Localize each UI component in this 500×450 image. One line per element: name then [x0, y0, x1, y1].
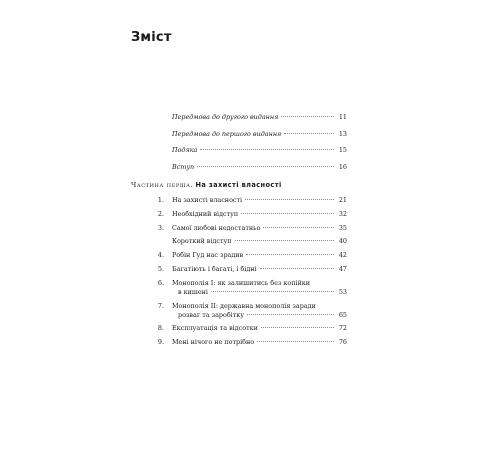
dot-leader — [247, 314, 334, 315]
toc-entry[interactable] — [150, 302, 347, 320]
chapter-number: 6. — [157, 278, 164, 287]
toc-entry-label: Передмова до першого видання — [172, 129, 282, 138]
toc-entry-page: 21 — [338, 196, 347, 204]
dot-leader — [263, 227, 334, 228]
toc-entry-page: 11 — [338, 113, 347, 121]
toc-entry[interactable] — [172, 163, 347, 177]
toc-entry-page: 32 — [338, 209, 347, 218]
toc-entry-label: Монополія I: як залишитись без копійки — [172, 278, 311, 287]
toc-entry-page: 76 — [338, 338, 347, 347]
toc-entry-page: 40 — [338, 237, 347, 246]
toc-entry-label: Монополія II: державна монополія заради — [172, 301, 316, 310]
chapter-number: 9. — [157, 338, 164, 347]
toc-entry-page: 42 — [338, 251, 347, 260]
page-title: Зміст — [131, 30, 172, 45]
toc-entry[interactable] — [150, 251, 347, 260]
chapter-number: 4. — [157, 251, 164, 260]
dot-leader — [281, 116, 334, 117]
toc-entry-label: Робін Гуд нас зрадив — [172, 251, 244, 260]
dot-leader — [211, 291, 334, 292]
toc-entry-label: На захисті власності — [172, 196, 243, 204]
toc-entry-page: 72 — [338, 324, 347, 333]
dot-leader — [257, 341, 334, 342]
part-heading[interactable] — [131, 181, 282, 189]
toc-entry-page: 53 — [338, 287, 347, 296]
toc-entry[interactable] — [172, 130, 347, 144]
toc-entry-page: 47 — [338, 264, 347, 273]
chapter-list — [150, 196, 347, 352]
toc-entry-label: Багатіють і багаті, і бідні — [172, 264, 257, 273]
toc-entry-page: 65 — [338, 310, 347, 319]
toc-entry-label: Самої любові недостатньо — [172, 223, 261, 232]
toc-entry-page: 16 — [338, 162, 347, 171]
toc-entry[interactable] — [150, 210, 347, 219]
dot-leader — [246, 254, 334, 255]
dot-leader — [197, 166, 334, 167]
toc-entry-label-continued: в кишені — [178, 287, 208, 296]
toc-entry[interactable] — [150, 224, 347, 233]
toc-entry-page: 13 — [338, 129, 347, 138]
toc-entry[interactable] — [150, 338, 347, 347]
toc-entry-label: Короткий відступ — [172, 237, 232, 246]
dot-leader — [261, 327, 334, 328]
preface-list — [172, 113, 347, 179]
toc-entry[interactable] — [150, 279, 347, 297]
part-title: На захисті власності — [195, 181, 282, 189]
toc-entry-label: Мені нічого не потрібно — [172, 338, 255, 347]
toc-entry[interactable] — [172, 146, 347, 160]
chapter-number: 2. — [157, 209, 164, 218]
toc-entry-page: 35 — [338, 223, 347, 232]
toc-entry-label: Передмова до другого видання — [172, 113, 279, 121]
toc-entry[interactable] — [172, 113, 347, 127]
toc-entry-label: Необхідний відступ — [172, 209, 239, 218]
toc-entry[interactable] — [150, 237, 347, 246]
dot-leader — [241, 213, 334, 214]
chapter-number: 3. — [157, 223, 164, 232]
toc-entry-label: Вступ — [172, 162, 195, 171]
toc-entry[interactable] — [150, 324, 347, 333]
dot-leader — [235, 240, 334, 241]
toc-entry-label-continued: розваг та заробітку — [178, 310, 245, 319]
dot-leader — [245, 199, 334, 200]
toc-entry-label: Експлуатація та відсотки — [172, 324, 258, 333]
toc-entry[interactable] — [150, 265, 347, 274]
toc-entry[interactable] — [150, 196, 347, 205]
part-prefix: Частина перша. — [131, 181, 194, 189]
dot-leader — [284, 133, 334, 134]
chapter-number: 1. — [157, 196, 164, 204]
chapter-number: 7. — [157, 301, 164, 310]
dot-leader — [260, 268, 334, 269]
toc-entry-label: Подяка — [172, 146, 198, 154]
dot-leader — [200, 149, 334, 150]
chapter-number: 5. — [157, 264, 164, 273]
chapter-number: 8. — [157, 324, 164, 333]
toc-entry-page: 15 — [338, 146, 347, 154]
